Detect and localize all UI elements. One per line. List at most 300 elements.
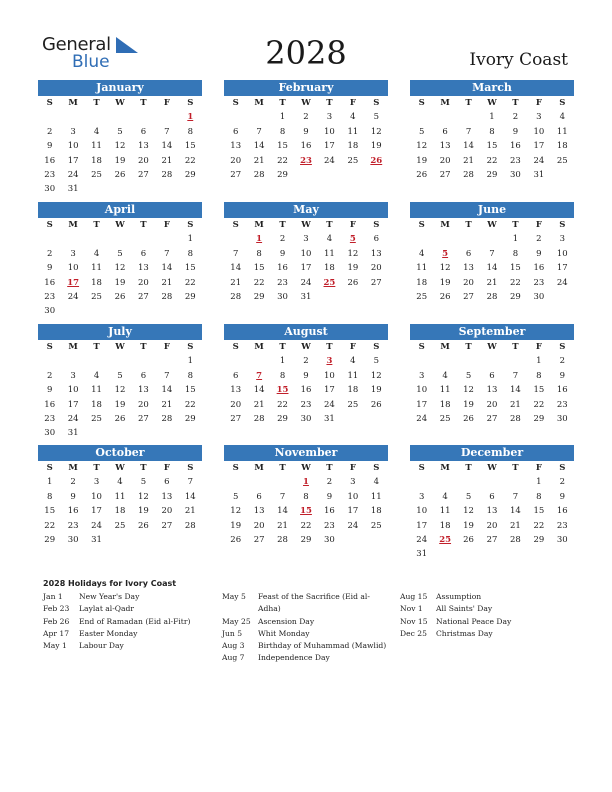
day-cell: 8	[187, 248, 193, 259]
holiday-name: Whit Monday	[258, 628, 310, 638]
holiday-name: Ascension Day	[258, 616, 315, 626]
holiday-name: Birthday of Muhammad (Mawlid)	[258, 641, 387, 651]
day-cell: 8	[536, 370, 542, 381]
day-cell: 19	[370, 385, 382, 396]
day-cell: 4	[442, 370, 448, 381]
day-cell: 7	[512, 491, 519, 502]
weekday-label: T	[326, 342, 333, 352]
day-cell: 13	[486, 385, 498, 396]
empty-cell	[108, 354, 131, 368]
day-cell: 6	[233, 370, 239, 381]
day-cell: 21	[253, 155, 265, 166]
day-cell: 18	[91, 155, 102, 166]
empty-cell	[224, 232, 247, 246]
day-cell: 4	[373, 477, 379, 488]
day-cell: 1	[489, 112, 495, 123]
month-header: January	[38, 80, 202, 96]
day-cell: 28	[253, 169, 265, 180]
day-cell: 18	[556, 141, 568, 152]
day-cell: 22	[533, 520, 545, 531]
day-cell: 3	[326, 112, 333, 123]
weekday-label: F	[349, 220, 356, 230]
day-cell: 26	[114, 413, 126, 424]
month-header: August	[224, 324, 388, 340]
day-cell: 19	[463, 520, 474, 531]
day-cell: 15	[184, 263, 196, 274]
day-cell: 2	[559, 477, 565, 488]
day-cell: 6	[256, 491, 262, 502]
day-cell: 24	[67, 169, 79, 180]
holiday-column	[43, 591, 213, 652]
day-cell: 15	[486, 141, 498, 152]
holiday-date: Aug 15	[400, 592, 428, 601]
empty-cell	[504, 475, 527, 489]
weekday-label: S	[46, 463, 53, 473]
month-header: April	[38, 202, 202, 218]
day-cell: 23	[44, 291, 56, 302]
day-cell: 31	[67, 428, 79, 439]
weekday-label: T	[140, 220, 147, 230]
day-cell: 29	[533, 534, 545, 545]
day-cell: 7	[164, 126, 170, 137]
day-cell: 24	[324, 399, 335, 410]
day-cell: 21	[161, 399, 173, 410]
day-cell: 16	[300, 141, 312, 152]
day-cell: 21	[184, 506, 196, 517]
weekday-label: T	[279, 98, 286, 108]
day-cell: 10	[67, 141, 79, 152]
day-grid	[38, 340, 202, 441]
holiday-day: 3	[326, 356, 333, 367]
day-cell: 31	[416, 549, 428, 560]
holiday-date: Apr 17	[43, 628, 70, 638]
day-cell: 5	[419, 126, 425, 137]
empty-cell	[38, 110, 61, 124]
day-grid	[224, 461, 388, 547]
weekday-label: S	[559, 463, 566, 473]
weekday-label: W	[487, 342, 497, 352]
empty-cell	[61, 110, 84, 124]
day-cell: 29	[486, 169, 498, 180]
day-cell: 16	[277, 263, 288, 274]
day-cell: 25	[347, 155, 359, 166]
weekday-label: S	[187, 463, 194, 473]
day-cell: 22	[486, 155, 498, 166]
day-cell: 2	[47, 248, 53, 259]
weekday-label: W	[487, 220, 497, 230]
day-cell: 17	[347, 506, 359, 517]
empty-cell	[433, 475, 456, 489]
day-cell: 18	[324, 263, 335, 274]
holiday-item	[222, 652, 398, 664]
holiday-item	[43, 591, 213, 603]
day-cell: 13	[463, 263, 474, 274]
day-cell: 7	[256, 126, 262, 137]
day-cell: 18	[91, 277, 102, 288]
holiday-date: Feb 23	[43, 604, 70, 614]
day-cell: 25	[91, 169, 102, 180]
day-cell: 21	[277, 520, 288, 531]
holiday-day: 1	[256, 234, 263, 245]
day-cell: 17	[67, 399, 79, 410]
holiday-name: Labour Day	[79, 641, 124, 651]
holiday-item	[43, 603, 213, 615]
day-cell: 31	[533, 169, 545, 180]
day-cell: 18	[416, 277, 428, 288]
day-cell: 12	[463, 506, 474, 517]
empty-cell	[247, 110, 270, 124]
month-august	[224, 324, 388, 426]
day-cell: 21	[230, 277, 242, 288]
weekday-label: M	[254, 98, 264, 108]
logo-text-general: General	[42, 34, 111, 55]
day-cell: 29	[277, 169, 288, 180]
day-cell: 2	[47, 126, 53, 137]
day-cell: 25	[556, 155, 568, 166]
day-cell: 30	[44, 428, 56, 439]
day-cell: 30	[67, 534, 79, 545]
day-cell: 23	[277, 277, 288, 288]
day-cell: 7	[187, 477, 193, 488]
day-cell: 28	[161, 291, 173, 302]
day-cell: 9	[559, 370, 565, 381]
day-grid	[38, 96, 202, 197]
day-cell: 20	[439, 155, 451, 166]
day-cell: 5	[465, 370, 472, 381]
day-cell: 29	[253, 291, 265, 302]
holiday-item	[222, 628, 398, 640]
weekday-label: W	[301, 98, 311, 108]
day-cell: 27	[253, 534, 265, 545]
weekday-label: T	[512, 342, 519, 352]
day-cell: 29	[277, 413, 288, 424]
weekday-label: W	[115, 98, 125, 108]
day-cell: 10	[300, 248, 312, 259]
day-cell: 12	[439, 263, 451, 274]
day-cell: 12	[370, 126, 382, 137]
holiday-date	[222, 603, 258, 615]
day-cell: 8	[47, 491, 53, 502]
weekday-label: M	[254, 220, 264, 230]
weekday-label: T	[93, 342, 100, 352]
day-cell: 9	[326, 491, 333, 502]
day-cell: 14	[184, 491, 196, 502]
weekday-label: F	[163, 220, 170, 230]
month-header: September	[410, 324, 574, 340]
empty-cell	[480, 354, 503, 368]
holiday-name: National Peace Day	[436, 616, 512, 626]
day-cell: 17	[300, 263, 312, 274]
day-cell: 13	[230, 385, 242, 396]
day-cell: 15	[253, 263, 265, 274]
day-cell: 13	[230, 141, 242, 152]
holiday-day: 5	[349, 234, 356, 245]
day-cell: 31	[300, 291, 312, 302]
empty-cell	[85, 110, 108, 124]
day-cell: 28	[161, 413, 173, 424]
day-cell: 20	[138, 399, 149, 410]
day-grid	[224, 96, 388, 182]
empty-cell	[132, 354, 155, 368]
weekday-label: S	[418, 463, 425, 473]
empty-cell	[271, 475, 294, 489]
empty-cell	[132, 110, 155, 124]
day-cell: 8	[187, 126, 193, 137]
day-cell: 4	[93, 126, 100, 137]
day-cell: 16	[510, 141, 521, 152]
weekday-label: S	[373, 220, 380, 230]
day-cell: 28	[230, 291, 242, 302]
weekday-label: S	[187, 220, 194, 230]
holiday-name: New Year's Day	[79, 592, 140, 601]
holiday-day: 1	[303, 477, 309, 488]
holiday-date: May 5	[222, 592, 246, 601]
day-cell: 11	[370, 491, 382, 502]
weekday-label: S	[232, 342, 239, 352]
day-cell: 3	[70, 370, 76, 381]
month-july	[38, 324, 202, 441]
day-cell: 11	[324, 248, 335, 259]
day-cell: 26	[370, 399, 382, 410]
holiday-name: Christmas Day	[436, 628, 493, 638]
day-cell: 8	[279, 126, 286, 137]
day-cell: 19	[347, 263, 359, 274]
day-cell: 29	[184, 291, 196, 302]
day-cell: 11	[91, 141, 102, 152]
day-cell: 28	[463, 169, 474, 180]
day-cell: 29	[533, 413, 545, 424]
day-cell: 23	[67, 520, 79, 531]
day-cell: 22	[300, 520, 312, 531]
month-december	[410, 445, 574, 562]
day-cell: 30	[44, 184, 56, 195]
day-cell: 15	[533, 385, 545, 396]
day-cell: 31	[324, 413, 335, 424]
day-cell: 10	[324, 126, 335, 137]
day-cell: 4	[442, 491, 448, 502]
day-cell: 3	[536, 112, 542, 123]
weekday-label: T	[512, 98, 519, 108]
day-cell: 19	[114, 155, 126, 166]
country-name: Ivory Coast	[469, 50, 568, 70]
holiday-name: Assumption	[436, 592, 482, 601]
month-june	[410, 202, 574, 304]
day-cell: 23	[556, 399, 568, 410]
day-cell: 20	[486, 520, 498, 531]
day-cell: 10	[91, 491, 102, 502]
day-grid	[38, 218, 202, 319]
day-cell: 24	[300, 277, 312, 288]
day-cell: 14	[161, 141, 173, 152]
weekday-label: M	[440, 220, 450, 230]
day-cell: 22	[184, 399, 196, 410]
day-grid	[410, 218, 574, 304]
day-cell: 20	[230, 155, 242, 166]
day-cell: 1	[536, 356, 542, 367]
weekday-label: F	[535, 98, 542, 108]
day-cell: 24	[347, 520, 359, 531]
weekday-label: S	[46, 342, 53, 352]
weekday-label: S	[232, 220, 239, 230]
day-cell: 10	[556, 248, 568, 259]
weekday-label: S	[559, 220, 566, 230]
day-cell: 18	[439, 399, 451, 410]
day-cell: 22	[510, 277, 521, 288]
weekday-label: T	[465, 463, 472, 473]
day-cell: 10	[416, 385, 428, 396]
day-cell: 18	[114, 506, 126, 517]
holiday-item	[43, 628, 213, 640]
day-cell: 27	[370, 277, 382, 288]
holiday-date: May 1	[43, 641, 67, 651]
day-cell: 16	[44, 399, 56, 410]
day-cell: 26	[463, 534, 474, 545]
day-cell: 29	[300, 534, 312, 545]
holiday-name: Independence Day	[258, 653, 330, 663]
day-cell: 19	[416, 155, 428, 166]
empty-cell	[224, 354, 247, 368]
weekday-label: M	[440, 342, 450, 352]
month-march	[410, 80, 574, 182]
day-cell: 27	[230, 413, 242, 424]
day-cell: 16	[533, 263, 545, 274]
empty-cell	[433, 232, 456, 246]
day-cell: 17	[533, 141, 545, 152]
holiday-item	[400, 616, 570, 628]
day-cell: 28	[510, 534, 521, 545]
month-header: May	[224, 202, 388, 218]
weekday-label: W	[115, 220, 125, 230]
day-cell: 11	[114, 491, 126, 502]
month-header: June	[410, 202, 574, 218]
day-cell: 12	[416, 141, 428, 152]
empty-cell	[504, 354, 527, 368]
month-header: November	[224, 445, 388, 461]
day-cell: 9	[279, 248, 286, 259]
day-cell: 1	[187, 356, 193, 367]
day-cell: 30	[324, 534, 335, 545]
day-cell: 5	[373, 112, 379, 123]
day-cell: 30	[44, 306, 56, 317]
day-cell: 21	[463, 155, 474, 166]
day-cell: 9	[47, 263, 53, 274]
day-cell: 13	[138, 263, 149, 274]
day-cell: 19	[114, 277, 126, 288]
holiday-name: Easter Monday	[79, 628, 138, 638]
day-cell: 1	[279, 356, 286, 367]
day-cell: 2	[512, 112, 519, 123]
day-cell: 5	[117, 126, 123, 137]
day-cell: 12	[347, 248, 359, 259]
day-cell: 24	[416, 413, 428, 424]
month-header: July	[38, 324, 202, 340]
month-header: October	[38, 445, 202, 461]
day-cell: 17	[324, 141, 335, 152]
day-cell: 8	[489, 126, 495, 137]
day-cell: 6	[164, 477, 170, 488]
weekday-label: M	[68, 98, 78, 108]
day-cell: 13	[138, 141, 149, 152]
empty-cell	[38, 232, 61, 246]
day-cell: 30	[556, 413, 568, 424]
day-cell: 21	[510, 520, 521, 531]
weekday-label: F	[535, 463, 542, 473]
day-cell: 28	[510, 413, 521, 424]
day-cell: 1	[187, 234, 193, 245]
day-cell: 7	[512, 370, 519, 381]
weekday-label: T	[326, 220, 333, 230]
day-cell: 27	[138, 291, 149, 302]
day-cell: 28	[253, 413, 265, 424]
day-cell: 11	[439, 506, 451, 517]
holiday-item	[400, 603, 570, 615]
day-cell: 27	[439, 169, 451, 180]
day-grid	[410, 96, 574, 182]
holiday-day: 25	[439, 534, 452, 545]
day-cell: 21	[161, 277, 173, 288]
day-cell: 22	[253, 277, 265, 288]
day-cell: 18	[347, 141, 359, 152]
weekday-label: W	[301, 463, 311, 473]
day-cell: 17	[91, 506, 102, 517]
day-grid	[410, 461, 574, 562]
weekday-label: F	[535, 342, 542, 352]
day-cell: 10	[324, 370, 335, 381]
day-cell: 2	[536, 234, 542, 245]
day-grid	[38, 461, 202, 547]
day-cell: 30	[277, 291, 288, 302]
empty-cell	[38, 354, 61, 368]
day-cell: 5	[373, 356, 379, 367]
empty-cell	[85, 232, 108, 246]
day-cell: 14	[510, 385, 521, 396]
day-cell: 23	[510, 155, 521, 166]
empty-cell	[224, 475, 247, 489]
holiday-date: Aug 3	[222, 641, 245, 651]
day-cell: 3	[419, 370, 425, 381]
holiday-date: Nov 15	[400, 616, 428, 626]
day-cell: 26	[114, 291, 126, 302]
day-cell: 1	[279, 112, 286, 123]
day-cell: 20	[370, 263, 382, 274]
month-october	[38, 445, 202, 547]
day-cell: 15	[184, 141, 196, 152]
day-cell: 3	[93, 477, 100, 488]
day-cell: 14	[277, 506, 288, 517]
day-cell: 14	[253, 385, 265, 396]
day-cell: 11	[347, 126, 359, 137]
empty-cell	[410, 475, 433, 489]
day-cell: 21	[510, 399, 521, 410]
holiday-item	[222, 616, 398, 628]
day-cell: 4	[350, 356, 356, 367]
day-cell: 11	[556, 126, 568, 137]
day-grid	[224, 218, 388, 304]
day-cell: 8	[279, 370, 286, 381]
day-cell: 31	[67, 184, 79, 195]
day-cell: 13	[439, 141, 451, 152]
day-cell: 25	[416, 291, 428, 302]
day-cell: 17	[556, 263, 568, 274]
weekday-label: S	[373, 463, 380, 473]
weekday-label: T	[93, 98, 100, 108]
day-cell: 2	[47, 370, 53, 381]
day-cell: 14	[253, 141, 265, 152]
weekday-label: M	[68, 463, 78, 473]
day-cell: 30	[556, 534, 568, 545]
empty-cell	[155, 232, 178, 246]
day-cell: 23	[44, 169, 56, 180]
